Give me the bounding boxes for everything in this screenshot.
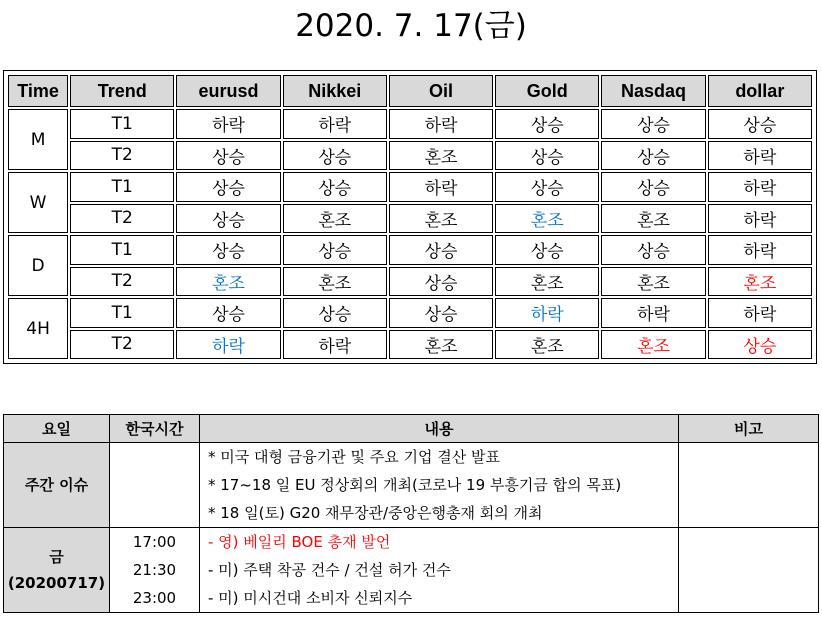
weekly-issues-content <box>200 443 679 528</box>
trend-label-cell: T2 <box>70 204 174 234</box>
weekly-issue-item: * 17~18 일 EU 정상회의 개최(코로나 19 부흥기금 합의 목표) <box>208 476 622 494</box>
schedule-table <box>3 414 819 613</box>
trend-row <box>8 141 812 171</box>
header-content: 내용 <box>200 415 679 443</box>
trend-label-cell: T2 <box>70 141 174 171</box>
trend-value-cell: 혼조 <box>389 204 493 234</box>
trend-value-cell: 혼조 <box>601 267 705 297</box>
trend-row <box>8 172 812 202</box>
trend-row <box>8 109 812 139</box>
trend-value-cell: 상승 <box>389 298 493 328</box>
trend-value-cell: 혼조 <box>283 204 387 234</box>
trend-value-cell: 상승 <box>176 141 280 171</box>
trend-row <box>8 204 812 234</box>
header-oil: Oil <box>389 75 493 107</box>
day-date: (20200717) <box>7 574 106 592</box>
trend-value-cell: 혼조 <box>283 267 387 297</box>
trend-value-cell: 상승 <box>601 141 705 171</box>
trend-value-cell: 상승 <box>495 172 599 202</box>
header-weekday: 요일 <box>4 415 110 443</box>
day-name: 금 <box>49 548 64 566</box>
trend-row <box>8 235 812 265</box>
trend-label-cell: T1 <box>70 298 174 328</box>
header-time: Time <box>8 75 68 107</box>
weekly-remarks-cell <box>679 443 819 528</box>
weekly-issues-label: 주간 이슈 <box>4 443 110 528</box>
trend-value-cell: 상승 <box>601 235 705 265</box>
trend-value-cell: 하락 <box>708 204 812 234</box>
weekly-issue-item: * 미국 대형 금융기관 및 주요 기업 결산 발표 <box>208 448 500 466</box>
trend-value-cell: 하락 <box>389 109 493 139</box>
trend-value-cell: 상승 <box>495 141 599 171</box>
trend-value-cell: 상승 <box>708 109 812 139</box>
weekly-time-cell <box>110 443 200 528</box>
trend-value-cell: 상승 <box>176 204 280 234</box>
day-label-cell <box>4 528 110 613</box>
trend-value-cell: 상승 <box>389 235 493 265</box>
trend-value-cell: 혼조 <box>176 267 280 297</box>
trend-value-cell: 상승 <box>389 267 493 297</box>
trend-value-cell: 상승 <box>708 330 812 360</box>
trend-value-cell: 상승 <box>283 141 387 171</box>
header-korea-time: 한국시간 <box>110 415 200 443</box>
trend-value-cell: 혼조 <box>495 267 599 297</box>
trend-value-cell: 하락 <box>708 298 812 328</box>
day-events-content <box>200 528 679 613</box>
trend-row <box>8 298 812 328</box>
trend-label-cell: T1 <box>70 235 174 265</box>
trend-value-cell: 혼조 <box>389 330 493 360</box>
trend-label-cell: T2 <box>70 267 174 297</box>
header-dollar: dollar <box>708 75 812 107</box>
trend-value-cell: 상승 <box>283 235 387 265</box>
period-cell: M <box>8 109 68 170</box>
trend-value-cell: 하락 <box>708 172 812 202</box>
header-remarks: 비고 <box>679 415 819 443</box>
trend-value-cell: 혼조 <box>389 141 493 171</box>
day-remarks-cell <box>679 528 819 613</box>
event-time: 23:00 <box>132 589 177 607</box>
trend-value-cell: 상승 <box>495 109 599 139</box>
trend-value-cell: 하락 <box>708 141 812 171</box>
trend-value-cell: 하락 <box>176 109 280 139</box>
trend-value-cell: 하락 <box>176 330 280 360</box>
trend-value-cell: 하락 <box>495 298 599 328</box>
trend-table <box>6 73 814 361</box>
trend-value-cell: 혼조 <box>601 204 705 234</box>
weekly-issue-item: * 18 일(토) G20 재무장관/중앙은행총재 회의 개최 <box>208 504 543 522</box>
trend-value-cell: 상승 <box>176 235 280 265</box>
trend-value-cell: 혼조 <box>708 267 812 297</box>
trend-value-cell: 하락 <box>708 235 812 265</box>
trend-value-cell: 하락 <box>283 109 387 139</box>
event-text: - 미) 주택 착공 건수 / 건설 허가 건수 <box>208 561 451 579</box>
trend-value-cell: 혼조 <box>495 330 599 360</box>
event-time: 17:00 <box>132 533 177 551</box>
period-cell: W <box>8 172 68 233</box>
event-time: 21:30 <box>132 561 177 579</box>
period-cell: D <box>8 235 68 296</box>
event-text: - 영) 베일리 BOE 총재 발언 <box>208 533 391 551</box>
page-title: 2020. 7. 17(금) <box>295 8 527 44</box>
trend-value-cell: 상승 <box>283 172 387 202</box>
period-cell: 4H <box>8 298 68 359</box>
schedule-header-row <box>4 415 819 443</box>
day-events-row <box>4 528 819 613</box>
trend-value-cell: 상승 <box>176 172 280 202</box>
trend-row <box>8 267 812 297</box>
trend-value-cell: 상승 <box>283 298 387 328</box>
day-times-cell <box>110 528 200 613</box>
trend-value-cell: 상승 <box>495 235 599 265</box>
header-eurusd: eurusd <box>176 75 280 107</box>
trend-header-row <box>8 75 812 107</box>
trend-value-cell: 상승 <box>176 298 280 328</box>
trend-label-cell: T2 <box>70 330 174 360</box>
trend-label-cell: T1 <box>70 172 174 202</box>
weekly-issues-row <box>4 443 819 528</box>
header-nasdaq: Nasdaq <box>601 75 705 107</box>
trend-row <box>8 330 812 360</box>
event-text: - 미) 미시건대 소비자 신뢰지수 <box>208 589 413 607</box>
trend-value-cell: 하락 <box>389 172 493 202</box>
header-gold: Gold <box>495 75 599 107</box>
trend-table-frame <box>3 70 817 364</box>
trend-value-cell: 상승 <box>601 172 705 202</box>
trend-value-cell: 혼조 <box>495 204 599 234</box>
trend-value-cell: 혼조 <box>601 330 705 360</box>
trend-value-cell: 하락 <box>283 330 387 360</box>
trend-value-cell: 상승 <box>601 109 705 139</box>
header-trend: Trend <box>70 75 174 107</box>
header-nikkei: Nikkei <box>283 75 387 107</box>
trend-value-cell: 하락 <box>601 298 705 328</box>
trend-label-cell: T1 <box>70 109 174 139</box>
